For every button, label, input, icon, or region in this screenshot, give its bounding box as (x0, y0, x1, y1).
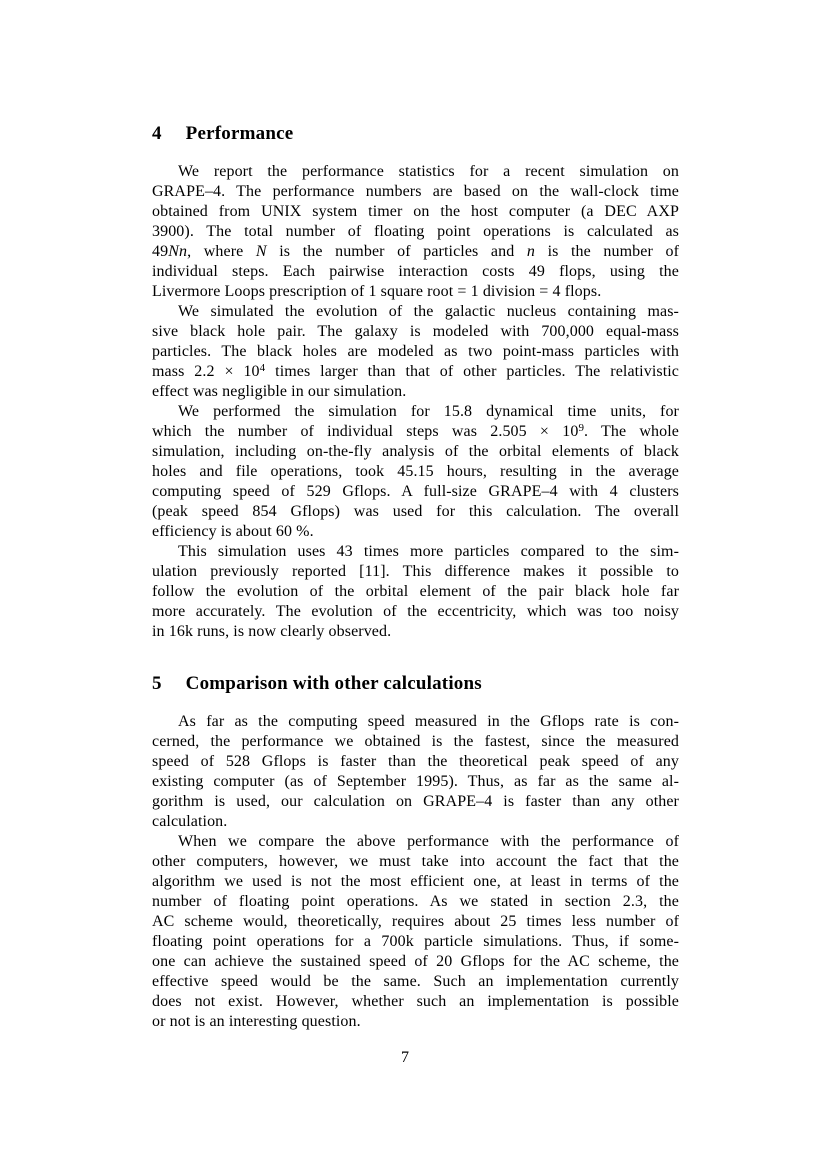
section-heading-comparison (152, 672, 679, 695)
paragraph-line: follow the evolution of the orbital element of the pair black hole far (152, 583, 679, 600)
paragraph-line: We simulated the evolution of the galactic nucleus containing mas- (178, 303, 679, 320)
page-number: 7 (401, 1049, 409, 1066)
paragraph-line: simulation, including on-the-fly analysis of the orbital elements of black (152, 443, 679, 460)
section-body-performance (152, 162, 679, 642)
paragraph-line: We report the performance statistics for a recent simulation on (178, 163, 679, 180)
paragraph-line: mass $2.2 \times 10^4$ times larger than that of other particles. The relativistic (152, 362, 679, 380)
paragraph-line: more accurately. The evolution of the eccentricity, which was too noisy (152, 603, 679, 620)
paragraph (152, 832, 679, 1032)
section-number: 5 (152, 673, 162, 694)
paragraph-line: ulation previously reported [11]. This difference makes it possible to (152, 563, 679, 580)
paragraph-line: individual steps. Each pairwise interaction costs 49 flops, using the (152, 263, 679, 280)
paragraph-line: 49Nn, where N is the number of particles and n is the number of (152, 243, 679, 260)
paragraph (152, 542, 679, 642)
paragraph-line: existing computer (as of September 1995). Thus, as far as the same al- (152, 773, 679, 790)
paragraph-line: particles. The black holes are modeled as two point-mass particles with (152, 343, 679, 360)
paragraph-line: which the number of individual steps was $2.505 \times 10^9$. The whole (152, 422, 679, 440)
paragraph-line: When we compare the above performance with the performance of (178, 833, 679, 850)
paragraph-line: 3900). The total number of floating point operations is calculated as (152, 223, 679, 240)
paragraph-line: This simulation uses 43 times more particles compared to the sim- (178, 543, 679, 560)
section-title: Comparison with other calculations (185, 673, 482, 694)
paragraph (152, 302, 679, 402)
paragraph-line: or not is an interesting question. (152, 1013, 361, 1030)
paragraph-line: floating point operations for a 700k particle simulations. Thus, if some- (152, 933, 679, 950)
paragraph-line: in 16k runs, is now clearly observed. (152, 623, 392, 640)
paragraph-line: efficiency is about 60 %. (152, 523, 314, 540)
paragraph-line: (peak speed 854 Gflops) was used for this calculation. The overall (152, 503, 679, 520)
paragraph-line: number of floating point operations. As we stated in section 2.3, the (152, 893, 679, 910)
paragraph-line: effective speed would be the same. Such an implementation currently (152, 973, 679, 990)
page-content (152, 122, 679, 1032)
paragraph-line: We performed the simulation for 15.8 dynamical time units, for (178, 403, 679, 420)
paragraph (152, 712, 679, 832)
section-heading-performance (152, 122, 679, 145)
paragraph-line: holes and file operations, took 45.15 hours, resulting in the average (152, 463, 679, 480)
paragraph-line: computing speed of 529 Gflops. A full-size GRAPE–4 with 4 clusters (152, 483, 679, 500)
section-number: 4 (152, 123, 162, 144)
paragraph (152, 162, 679, 302)
paragraph-line: gorithm is used, our calculation on GRAPE–4 is faster than any other (152, 793, 679, 810)
paragraph-line: obtained from UNIX system timer on the host computer (a DEC AXP (152, 203, 679, 220)
paragraph-line: GRAPE–4. The performance numbers are based on the wall-clock time (152, 183, 679, 200)
paragraph-line: AC scheme would, theoretically, requires about 25 times less number of (152, 913, 679, 930)
paragraph-line: Livermore Loops prescription of 1 square root = 1 division = 4 flops. (152, 283, 602, 300)
paragraph-line: sive black hole pair. The galaxy is modeled with 700,000 equal-mass (152, 323, 679, 340)
section-body-comparison (152, 712, 679, 1032)
paragraph-line: does not exist. However, whether such an implementation is possible (152, 993, 679, 1010)
paragraph-line: one can achieve the sustained speed of 20 Gflops for the AC scheme, the (152, 953, 679, 970)
paragraph (152, 402, 679, 542)
paragraph-line: effect was negligible in our simulation. (152, 383, 407, 400)
paragraph-line: other computers, however, we must take into account the fact that the (152, 853, 679, 870)
paragraph-line: cerned, the performance we obtained is the fastest, since the measured (152, 733, 679, 750)
paragraph-line: speed of 528 Gflops is faster than the theoretical peak speed of any (152, 753, 679, 770)
paragraph-line: calculation. (152, 813, 228, 830)
paragraph-line: algorithm we used is not the most efficient one, at least in terms of the (152, 873, 679, 890)
paragraph-line: As far as the computing speed measured in the Gflops rate is con- (178, 713, 679, 730)
section-title: Performance (185, 123, 294, 144)
